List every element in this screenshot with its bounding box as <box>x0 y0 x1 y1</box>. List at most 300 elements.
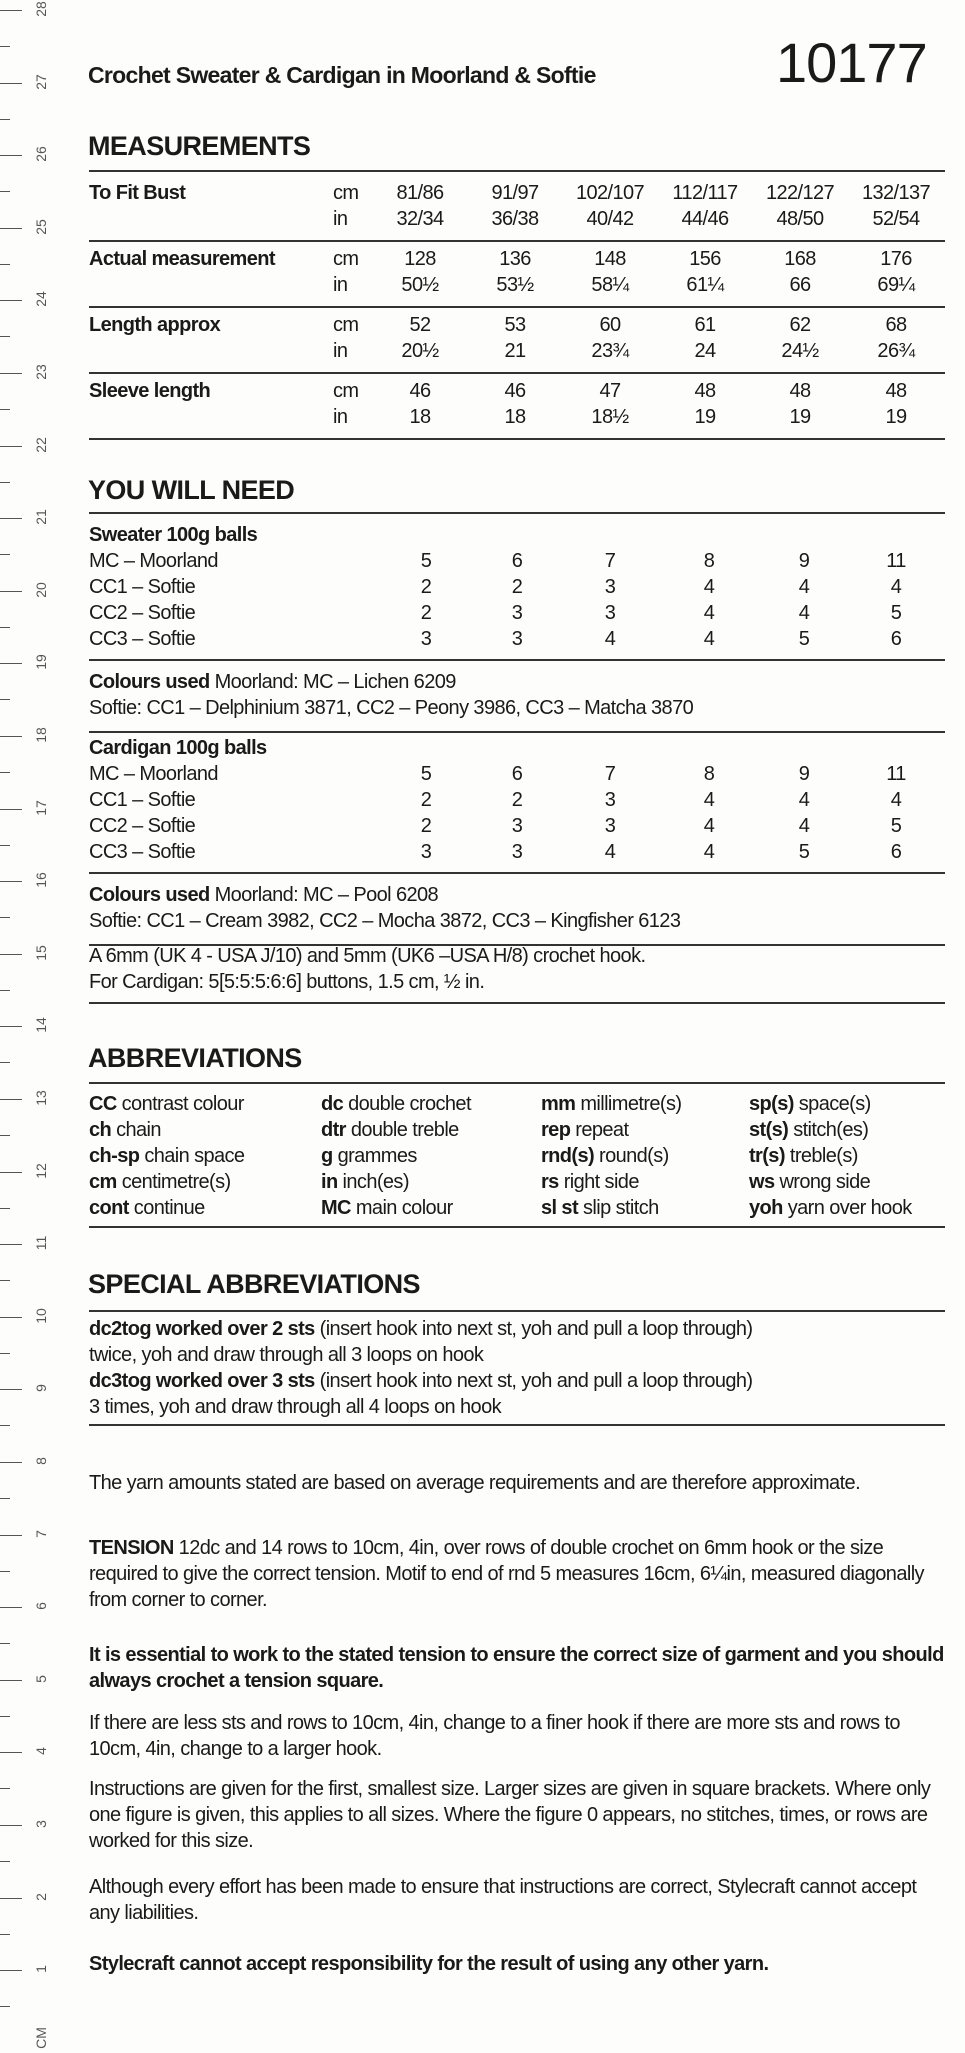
special-text: (insert hook into next st, yoh and pull a loop through) <box>319 1318 753 1340</box>
measurement-cm-value: 68 <box>885 314 907 336</box>
ruler-tick <box>0 518 22 519</box>
abbreviation-term: cm <box>89 1171 117 1193</box>
hook-change-note: If there are less sts and rows to 10cm, 4in, change to a finer hook if there are more sts and rows to 10cm, 4in, change to a larger hook. <box>89 1712 900 1760</box>
ruler-number: 8 <box>33 1457 49 1465</box>
measurement-cm-value: 46 <box>409 380 431 402</box>
abbreviation-term: sp(s) <box>749 1093 794 1115</box>
ruler-number: 1 <box>33 1965 49 1974</box>
tension-text: 12dc and 14 rows to 10cm, 4in, over rows of double crochet on 6mm hook or the size required to give the correct tension. Motif to end of rnd 5 measures 16cm, 6¼in, measured diagonally from corner to corner. <box>89 1537 924 1611</box>
pattern-title: Crochet Sweater & Cardigan in Moorland & Softie <box>88 62 596 88</box>
ruler-number: 22 <box>33 436 49 453</box>
ruler-tick <box>0 954 22 955</box>
measurement-cm-value: 52 <box>409 314 431 336</box>
yarn-amounts-note: The yarn amounts stated are based on average requirements and are therefore approximate. <box>89 1472 861 1494</box>
ball-count: 3 <box>511 815 523 837</box>
abbreviation-term: sl st <box>541 1197 579 1219</box>
ruler-tick <box>0 300 22 301</box>
ball-count: 4 <box>703 602 715 624</box>
ball-count: 5 <box>798 841 810 863</box>
divider <box>89 512 945 514</box>
unit-cm: cm <box>333 380 359 402</box>
ball-count: 5 <box>798 628 810 650</box>
colours-used-text: Moorland: MC – Lichen 6209 <box>214 671 456 693</box>
ruler-number: 11 <box>33 1235 49 1251</box>
measurement-cm-value: 48 <box>694 380 716 402</box>
ruler-tick <box>0 1026 22 1027</box>
ruler-tick <box>0 1535 22 1536</box>
liability-note: Although every effort has been made to ensure that instructions are correct, Stylecraft cannot accept any liabilities. <box>89 1876 917 1924</box>
measurement-in-value: 32/34 <box>396 208 444 230</box>
ball-count: 5 <box>890 815 902 837</box>
abbreviation-meaning: inch(es) <box>342 1171 409 1193</box>
unit-in: in <box>333 340 348 362</box>
measurement-in-value: 40/42 <box>586 208 634 230</box>
ruler-tick <box>0 1825 22 1826</box>
tension-note <box>89 1535 949 1613</box>
abbreviation-meaning: repeat <box>575 1119 629 1141</box>
abbreviation-item <box>89 1117 161 1143</box>
measurement-in-value: 18½ <box>591 406 629 428</box>
ruler-tick <box>0 228 22 229</box>
yarn-label: MC – Moorland <box>89 763 218 785</box>
ruler-number: 3 <box>33 1820 49 1828</box>
ruler-number: 26 <box>33 146 49 162</box>
measurement-in-value: 18 <box>409 406 431 428</box>
colours-used-line: Softie: CC1 – Delphinium 3871, CC2 – Peony 3986, CC3 – Matcha 3870 <box>89 697 694 719</box>
ruler-tick <box>0 1099 22 1100</box>
yarn-label: CC1 – Softie <box>89 789 196 811</box>
ball-count: 3 <box>511 841 523 863</box>
you-will-need-heading: YOU WILL NEED <box>88 475 295 505</box>
ball-count: 4 <box>798 602 810 624</box>
yarn-block-title: Sweater 100g balls <box>89 524 258 546</box>
abbreviation-item <box>749 1195 912 1221</box>
abbreviation-item <box>541 1143 669 1169</box>
abbreviation-item <box>321 1091 471 1117</box>
abbreviation-item <box>89 1169 231 1195</box>
special-text-line: 3 times, yoh and draw through all 4 loops on hook <box>89 1396 501 1418</box>
measurement-in-value: 50½ <box>401 274 439 296</box>
colours-used <box>89 882 438 908</box>
ruler-tick <box>0 917 10 918</box>
ruler-tick <box>0 1498 10 1499</box>
ball-count: 11 <box>886 763 906 785</box>
divider <box>89 1310 945 1312</box>
other-yarn-note: Stylecraft cannot accept responsibility for the result of using any other yarn. <box>89 1953 769 1975</box>
ball-count: 2 <box>420 815 432 837</box>
colours-used-line: Softie: CC1 – Cream 3982, CC2 – Mocha 3872, CC3 – Kingfisher 6123 <box>89 910 681 932</box>
ruler-tick <box>0 1062 10 1063</box>
ruler-number: 7 <box>33 1529 49 1538</box>
ruler-number: 23 <box>33 364 49 380</box>
special-term: dc3tog worked over 3 sts <box>89 1370 315 1392</box>
ruler-tick <box>0 881 22 882</box>
divider <box>89 731 945 733</box>
ball-count: 4 <box>604 628 616 650</box>
measurement-cm-value: 47 <box>599 380 621 402</box>
colours-used <box>89 669 456 695</box>
ruler-tick <box>0 1934 10 1935</box>
abbreviation-item <box>541 1169 639 1195</box>
ruler-tick <box>0 409 10 410</box>
abbreviation-meaning: chain space <box>144 1145 245 1167</box>
special-text-line: twice, yoh and draw through all 3 loops on hook <box>89 1344 484 1366</box>
abbreviation-item <box>321 1117 459 1143</box>
divider <box>89 240 945 242</box>
measurement-in-value: 66 <box>789 274 811 296</box>
measurement-in-value: 52/54 <box>872 208 920 230</box>
ruler-tick <box>0 1425 10 1426</box>
divider <box>89 306 945 308</box>
abbreviation-item <box>749 1117 868 1143</box>
abbreviation-meaning: wrong side <box>779 1171 871 1193</box>
ruler-number: 16 <box>33 872 49 888</box>
ruler-tick <box>0 1752 22 1753</box>
ruler-number: 4 <box>33 1747 49 1756</box>
abbreviation-meaning: slip stitch <box>583 1197 659 1219</box>
ball-count: 5 <box>890 602 902 624</box>
hook-info: A 6mm (UK 4 - USA J/10) and 5mm (UK6 –USA H/8) crochet hook. <box>89 945 646 967</box>
ruler-number: 13 <box>33 1090 49 1106</box>
measurement-cm-value: 148 <box>594 248 626 270</box>
ball-count: 8 <box>703 550 715 572</box>
ruler-tick <box>0 1643 10 1644</box>
ball-count: 2 <box>511 576 523 598</box>
ball-count: 5 <box>420 550 432 572</box>
instructions-note: Instructions are given for the first, smallest size. Larger sizes are given in square brackets. Where only one figure is given, this applies to all sizes. Where the figure 0 appears, no stitches, times, or rows are worked for this size. <box>89 1778 931 1852</box>
abbreviation-meaning: millimetre(s) <box>580 1093 682 1115</box>
abbreviation-item <box>321 1143 417 1169</box>
abbreviation-term: ch <box>89 1119 112 1141</box>
abbreviation-meaning: main colour <box>355 1197 453 1219</box>
abbreviation-term: yoh <box>749 1197 783 1219</box>
ruler-tick <box>0 1970 22 1971</box>
divider <box>89 372 945 374</box>
measurement-in-value: 24½ <box>781 340 819 362</box>
tension-label: TENSION <box>89 1537 174 1559</box>
ruler-tick <box>0 1861 10 1862</box>
abbreviation-term: mm <box>541 1093 576 1115</box>
ruler-tick <box>0 1716 10 1717</box>
abbreviation-item <box>89 1143 244 1169</box>
divider <box>89 1226 945 1228</box>
measurement-cm-value: 48 <box>789 380 811 402</box>
abbreviation-term: in <box>321 1171 338 1193</box>
measurement-cm-value: 81/86 <box>396 182 444 204</box>
ruler-tick <box>0 10 22 11</box>
ruler-tick <box>0 2006 10 2007</box>
ball-count: 3 <box>604 815 616 837</box>
ball-count: 3 <box>604 576 616 598</box>
abbreviation-term: ws <box>749 1171 775 1193</box>
ball-count: 4 <box>703 628 715 650</box>
ruler-number: 25 <box>33 219 49 235</box>
abbreviation-meaning: continue <box>133 1197 205 1219</box>
measurement-cm-value: 46 <box>504 380 526 402</box>
ruler-number: 6 <box>33 1602 49 1611</box>
ball-count: 6 <box>890 841 902 863</box>
measurement-in-value: 23¾ <box>591 340 629 362</box>
ball-count: 4 <box>703 789 715 811</box>
ruler-tick <box>0 663 22 664</box>
abbreviation-meaning: centimetre(s) <box>121 1171 231 1193</box>
ball-count: 4 <box>798 815 810 837</box>
ruler-tick <box>0 119 10 120</box>
special-abbr-dc3tog <box>89 1368 753 1394</box>
ruler-tick <box>0 1898 22 1899</box>
ball-count: 2 <box>420 576 432 598</box>
abbreviation-term: rnd(s) <box>541 1145 595 1167</box>
measurement-cm-value: 128 <box>404 248 436 270</box>
ruler-number: 19 <box>33 654 49 671</box>
measurement-in-value: 20½ <box>401 340 439 362</box>
divider <box>89 1002 945 1004</box>
abbreviation-meaning: round(s) <box>599 1145 669 1167</box>
ruler-tick <box>0 155 22 156</box>
essential-note: It is essential to work to the stated tension to ensure the correct size of garment and you should always crochet a tension square. <box>89 1644 944 1692</box>
ball-count: 2 <box>420 789 432 811</box>
measurement-in-value: 19 <box>885 406 907 428</box>
abbreviation-meaning: yarn over hook <box>787 1197 912 1219</box>
abbreviation-term: g <box>321 1145 333 1167</box>
special-term: dc2tog worked over 2 sts <box>89 1318 315 1340</box>
yarn-block-title: Cardigan 100g balls <box>89 737 267 759</box>
abbreviation-item <box>541 1117 628 1143</box>
ball-count: 6 <box>511 763 523 785</box>
ball-count: 2 <box>511 789 523 811</box>
ball-count: 4 <box>798 576 810 598</box>
abbreviation-meaning: space(s) <box>798 1093 871 1115</box>
unit-cm: cm <box>333 314 359 336</box>
ruler-number: 20 <box>33 582 49 598</box>
measurement-cm-value: 102/107 <box>575 182 645 204</box>
ruler-tick <box>0 46 10 47</box>
ball-count: 8 <box>703 763 715 785</box>
ball-count: 3 <box>511 628 523 650</box>
measurement-cm-value: 132/137 <box>861 182 931 204</box>
ruler-unit: CM <box>33 2027 49 2049</box>
ruler-tick <box>0 373 22 374</box>
ruler-tick <box>0 809 22 810</box>
ball-count: 3 <box>604 602 616 624</box>
special-abbreviations-heading: SPECIAL ABBREVIATIONS <box>88 1269 420 1299</box>
measurement-in-value: 69¼ <box>877 274 915 296</box>
yarn-label: CC3 – Softie <box>89 628 196 650</box>
ruler-tick <box>0 1208 10 1209</box>
yarn-label: MC – Moorland <box>89 550 218 572</box>
ball-count: 3 <box>420 841 432 863</box>
ruler-tick <box>0 446 22 447</box>
ruler-tick <box>0 482 10 483</box>
ball-count: 3 <box>604 789 616 811</box>
measurement-in-value: 19 <box>789 406 811 428</box>
divider <box>89 170 945 172</box>
abbreviation-term: rs <box>541 1171 559 1193</box>
measurement-label: Length approx <box>89 314 221 336</box>
ruler-tick <box>0 83 22 84</box>
measurement-in-value: 44/46 <box>681 208 729 230</box>
ruler-tick <box>0 1135 10 1136</box>
ruler-tick <box>0 336 10 337</box>
divider <box>89 872 945 874</box>
ruler-tick <box>0 1607 22 1608</box>
yarn-label: CC2 – Softie <box>89 815 196 837</box>
abbreviation-item <box>321 1195 453 1221</box>
ruler-tick <box>0 772 10 773</box>
abbreviation-term: MC <box>321 1197 351 1219</box>
measurement-in-value: 58¼ <box>591 274 629 296</box>
divider <box>89 1082 945 1084</box>
ruler-tick <box>0 1244 22 1245</box>
measurement-cm-value: 112/117 <box>672 182 738 204</box>
ruler-tick <box>0 990 10 991</box>
ruler-tick <box>0 627 10 628</box>
ball-count: 7 <box>604 550 616 572</box>
ball-count: 4 <box>703 815 715 837</box>
special-text: (insert hook into next st, yoh and pull a loop through) <box>319 1370 753 1392</box>
ruler-number: 27 <box>33 73 49 90</box>
measurement-in-value: 53½ <box>496 274 534 296</box>
ruler-tick <box>0 1680 22 1681</box>
yarn-label: CC3 – Softie <box>89 841 196 863</box>
abbreviation-item <box>321 1169 409 1195</box>
measurement-cm-value: 156 <box>689 248 721 270</box>
divider <box>89 438 945 440</box>
abbreviation-meaning: grammes <box>337 1145 417 1167</box>
ruler-number: 9 <box>33 1384 49 1393</box>
measurement-cm-value: 122/127 <box>765 182 835 204</box>
ruler-tick <box>0 1280 10 1281</box>
measurement-cm-value: 176 <box>880 248 912 270</box>
yarn-label: CC1 – Softie <box>89 576 196 598</box>
ruler-tick <box>0 1571 10 1572</box>
ball-count: 4 <box>798 789 810 811</box>
measurements-heading: MEASUREMENTS <box>88 131 311 161</box>
ball-count: 6 <box>511 550 523 572</box>
ruler-tick <box>0 699 10 700</box>
ruler-number: 21 <box>33 509 49 525</box>
abbreviation-item <box>749 1143 858 1169</box>
measurement-label: Sleeve length <box>89 380 211 402</box>
ruler-number: 14 <box>33 1017 49 1034</box>
measurement-label: To Fit Bust <box>89 182 186 204</box>
abbreviations-heading: ABBREVIATIONS <box>88 1043 302 1073</box>
ruler-tick <box>0 554 10 555</box>
measurement-in-value: 21 <box>504 340 526 362</box>
unit-in: in <box>333 406 348 428</box>
ball-count: 4 <box>890 789 902 811</box>
abbreviation-meaning: stitch(es) <box>793 1119 869 1141</box>
abbreviation-meaning: right side <box>563 1171 639 1193</box>
ruler-number: 17 <box>33 799 49 816</box>
ruler-number: 10 <box>33 1308 49 1324</box>
unit-cm: cm <box>333 182 359 204</box>
colours-used-label: Colours used <box>89 671 210 693</box>
measurement-in-value: 36/38 <box>491 208 539 230</box>
measurement-in-value: 18 <box>504 406 526 428</box>
divider <box>89 659 945 661</box>
abbreviation-item <box>541 1195 659 1221</box>
ruler-tick <box>0 736 22 737</box>
unit-cm: cm <box>333 248 359 270</box>
yarn-label: CC2 – Softie <box>89 602 196 624</box>
ball-count: 6 <box>890 628 902 650</box>
measurement-label: Actual measurement <box>89 248 275 270</box>
abbreviation-meaning: contrast colour <box>121 1093 244 1115</box>
measurement-cm-value: 60 <box>599 314 621 336</box>
ball-count: 3 <box>511 602 523 624</box>
ruler-tick <box>0 1788 10 1789</box>
ruler-number: 5 <box>33 1674 49 1683</box>
abbreviation-item <box>89 1195 205 1221</box>
unit-in: in <box>333 274 348 296</box>
ball-count: 4 <box>703 841 715 863</box>
abbreviation-term: dtr <box>321 1119 346 1141</box>
measurement-in-value: 24 <box>694 340 716 362</box>
measurement-in-value: 61¼ <box>686 274 724 296</box>
ruler-number: 28 <box>33 1 49 17</box>
abbreviation-meaning: chain <box>116 1119 161 1141</box>
abbreviation-term: ch-sp <box>89 1145 140 1167</box>
ruler-number: 12 <box>33 1162 49 1179</box>
ball-count: 7 <box>604 763 616 785</box>
ruler-number: 2 <box>33 1892 49 1901</box>
ball-count: 2 <box>420 602 432 624</box>
abbreviation-meaning: double treble <box>350 1119 459 1141</box>
abbreviation-term: rep <box>541 1119 571 1141</box>
special-abbr-dc2tog <box>89 1316 753 1342</box>
ball-count: 4 <box>890 576 902 598</box>
ball-count: 9 <box>798 763 810 785</box>
ruler-tick <box>0 1462 22 1463</box>
ball-count: 9 <box>798 550 810 572</box>
ball-count: 5 <box>420 763 432 785</box>
ruler-tick <box>0 591 22 592</box>
ruler-tick <box>0 1353 10 1354</box>
measurement-cm-value: 168 <box>784 248 816 270</box>
ruler-tick <box>0 191 10 192</box>
abbreviation-term: st(s) <box>749 1119 789 1141</box>
divider <box>89 1424 945 1426</box>
ruler-number: 24 <box>33 291 49 308</box>
colours-used-label: Colours used <box>89 884 210 906</box>
ruler-tick <box>0 845 10 846</box>
ruler-tick <box>0 1317 22 1318</box>
measurement-in-value: 26¾ <box>877 340 915 362</box>
abbreviation-item <box>541 1091 681 1117</box>
unit-in: in <box>333 208 348 230</box>
ruler-tick <box>0 264 10 265</box>
abbreviation-term: dc <box>321 1093 344 1115</box>
measurement-in-value: 48/50 <box>776 208 824 230</box>
buttons-info: For Cardigan: 5[5:5:5:6:6] buttons, 1.5 cm, ½ in. <box>89 971 485 993</box>
ruler-tick <box>0 1389 22 1390</box>
measurement-cm-value: 91/97 <box>491 182 539 204</box>
ball-count: 3 <box>420 628 432 650</box>
ball-count: 4 <box>604 841 616 863</box>
colours-used-text: Moorland: MC – Pool 6208 <box>214 884 439 906</box>
abbreviation-item <box>89 1091 244 1117</box>
measurement-cm-value: 62 <box>789 314 811 336</box>
abbreviation-term: tr(s) <box>749 1145 785 1167</box>
ball-count: 4 <box>703 576 715 598</box>
abbreviation-term: cont <box>89 1197 129 1219</box>
ruler-number: 18 <box>33 727 49 743</box>
ruler-tick <box>0 1172 22 1173</box>
abbreviation-item <box>749 1169 870 1195</box>
measurement-cm-value: 136 <box>499 248 531 270</box>
measurement-in-value: 19 <box>694 406 716 428</box>
